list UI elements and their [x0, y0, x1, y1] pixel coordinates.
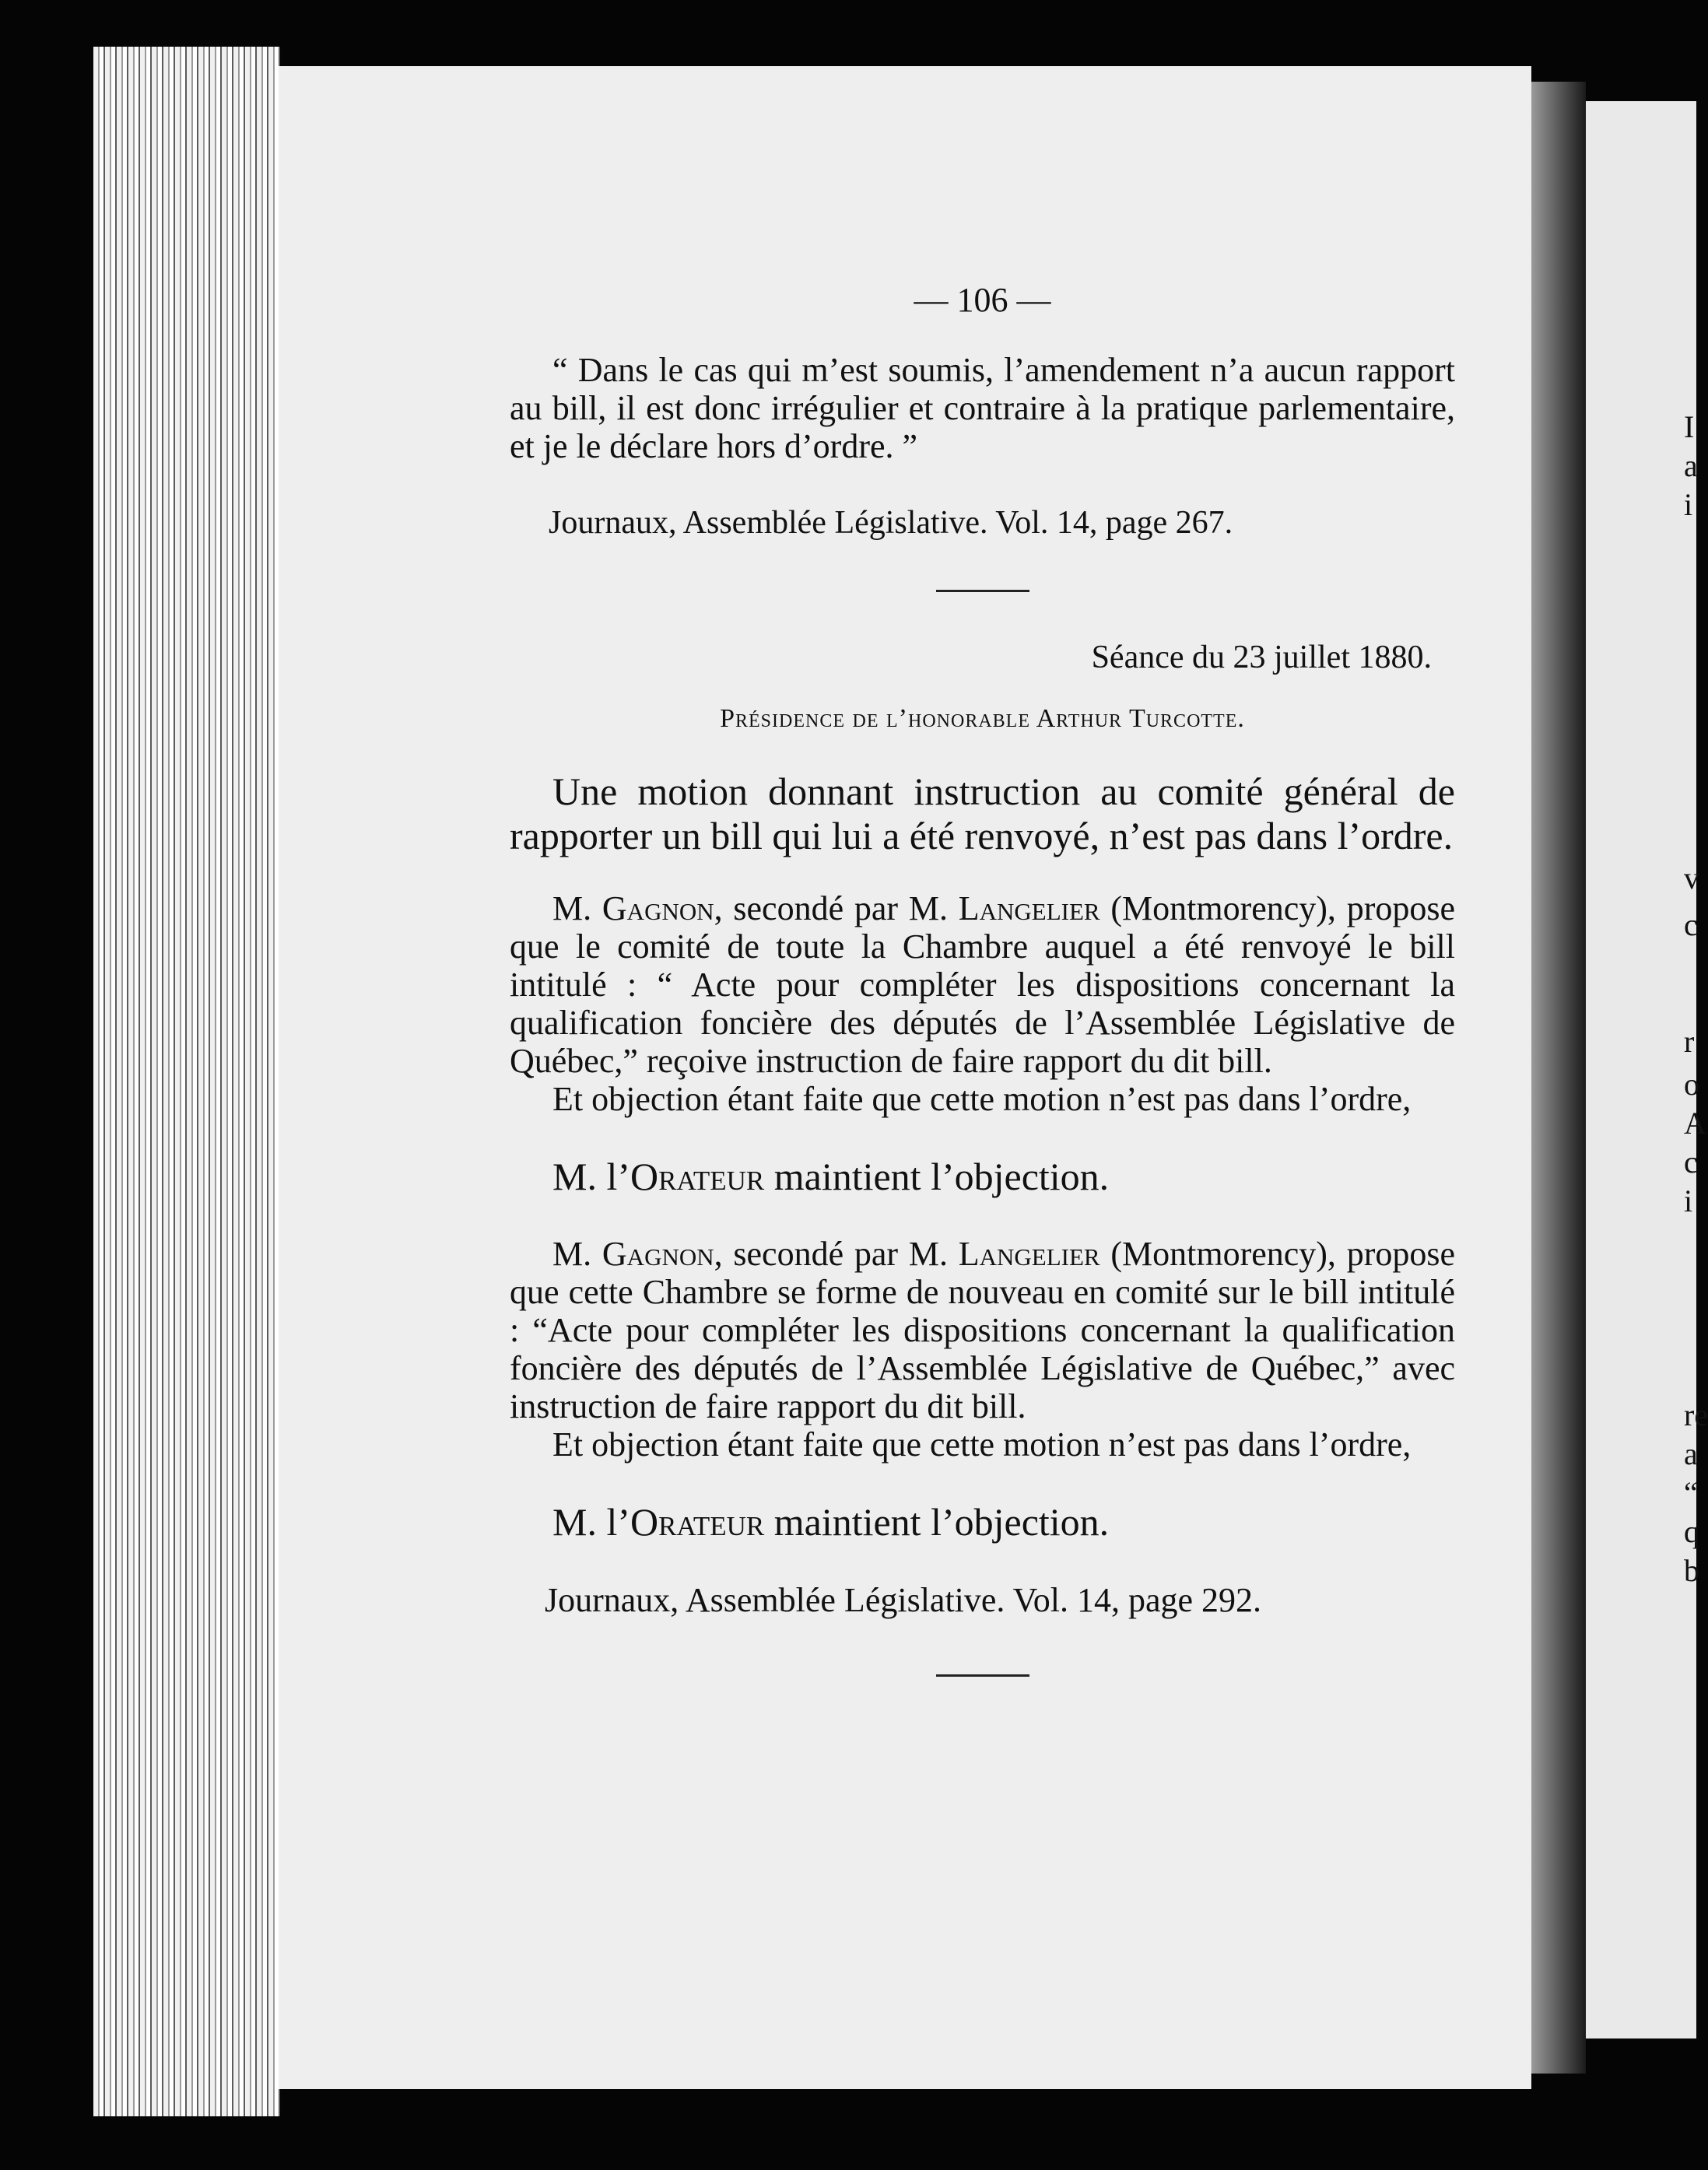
- speaker-title: Orateur: [630, 1500, 765, 1544]
- facing-page-char: re: [1684, 1397, 1708, 1432]
- facing-page-char: o: [1684, 1067, 1699, 1102]
- facing-page-char: b: [1684, 1553, 1699, 1588]
- facing-page-char: i: [1684, 487, 1693, 522]
- section-divider: [936, 1674, 1029, 1677]
- facing-page-char: r: [1684, 1024, 1695, 1059]
- motion-connector: , secondé par M.: [714, 1235, 959, 1273]
- member-name: Gagnon: [601, 889, 714, 927]
- member-name: Langelier: [958, 1235, 1100, 1273]
- facing-page-char: I: [1684, 409, 1695, 444]
- motion-paragraph: [510, 1235, 1455, 1425]
- citation: Journaux, Assemblée Législative. Vol. 14, page 267.: [549, 505, 1233, 541]
- facing-page-char: a: [1684, 1436, 1698, 1471]
- page-content: [510, 280, 1455, 1677]
- book-gutter: [1531, 82, 1586, 2074]
- facing-page-fragment: [1586, 101, 1708, 2039]
- page-number: — 106 —: [914, 281, 1051, 319]
- speaker-ruling: [552, 1154, 1455, 1199]
- member-name: Gagnon: [601, 1235, 714, 1273]
- member-name: Langelier: [958, 889, 1100, 927]
- motion-prefix: M.: [552, 1235, 602, 1273]
- quoted-ruling: “ Dans le cas qui m’est soumis, l’amendement n’a aucun rapport au bill, il est donc irrégulier et contraire à la pratique parlementaire, et je le déclare hors d’ordre. ”: [510, 351, 1455, 465]
- facing-page-char: v: [1684, 861, 1699, 896]
- speaker-ruling: [552, 1499, 1455, 1544]
- facing-page-char: i: [1684, 1183, 1693, 1218]
- motion-text: (Montmorency), propose que le comité de toute la Chambre auquel a été renvoyé le bill intitulé : “ Acte pour compléter les dispositions concernant la qualification foncière des députés de l’Assemblée Législative de Québec,” reçoive instruction de faire rapport du dit bill.: [510, 889, 1456, 1080]
- page-edges: [93, 47, 280, 2116]
- section-divider: [936, 590, 1029, 592]
- facing-page-char: A: [1684, 1106, 1706, 1141]
- ruling-text: maintient l’objection.: [764, 1500, 1110, 1544]
- ruling-prefix: M. l’: [552, 1500, 630, 1544]
- facing-page-char: q: [1684, 1514, 1699, 1549]
- citation: Journaux, Assemblée Législative. Vol. 14, page 292.: [545, 1581, 1262, 1619]
- ruling-prefix: M. l’: [552, 1155, 630, 1198]
- objection-paragraph: Et objection étant faite que cette motion n’est pas dans l’ordre,: [552, 1425, 1412, 1464]
- session-date: Séance du 23 juillet 1880.: [1091, 640, 1432, 675]
- facing-page-char: c: [1684, 1145, 1698, 1180]
- speaker-title: Orateur: [630, 1155, 765, 1198]
- presidency-heading: Présidence de l’honorable Arthur Turcotte.: [720, 704, 1245, 733]
- facing-page-char: a: [1684, 448, 1698, 483]
- motion-connector: , secondé par M.: [714, 889, 959, 927]
- motion-text: (Montmorency), propose que cette Chambre se forme de nouveau en comité sur le bill intitulé : “Acte pour compléter les dispositions concernant la qualification foncière des députés de l’Assemblée Législative de Québec,” avec instruction de faire rapport du dit bill.: [510, 1235, 1456, 1425]
- objection-paragraph: Et objection étant faite que cette motion n’est pas dans l’ordre,: [552, 1080, 1412, 1118]
- ruling-summary: Une motion donnant instruction au comité général de rapporter un bill qui lui a été renvoyé, n’est pas dans l’ordre.: [510, 769, 1455, 857]
- facing-page-char: c: [1684, 907, 1698, 942]
- facing-page-char: “: [1684, 1475, 1698, 1510]
- motion-prefix: M.: [552, 889, 602, 927]
- motion-paragraph: [510, 889, 1455, 1080]
- ruling-text: maintient l’objection.: [764, 1155, 1110, 1198]
